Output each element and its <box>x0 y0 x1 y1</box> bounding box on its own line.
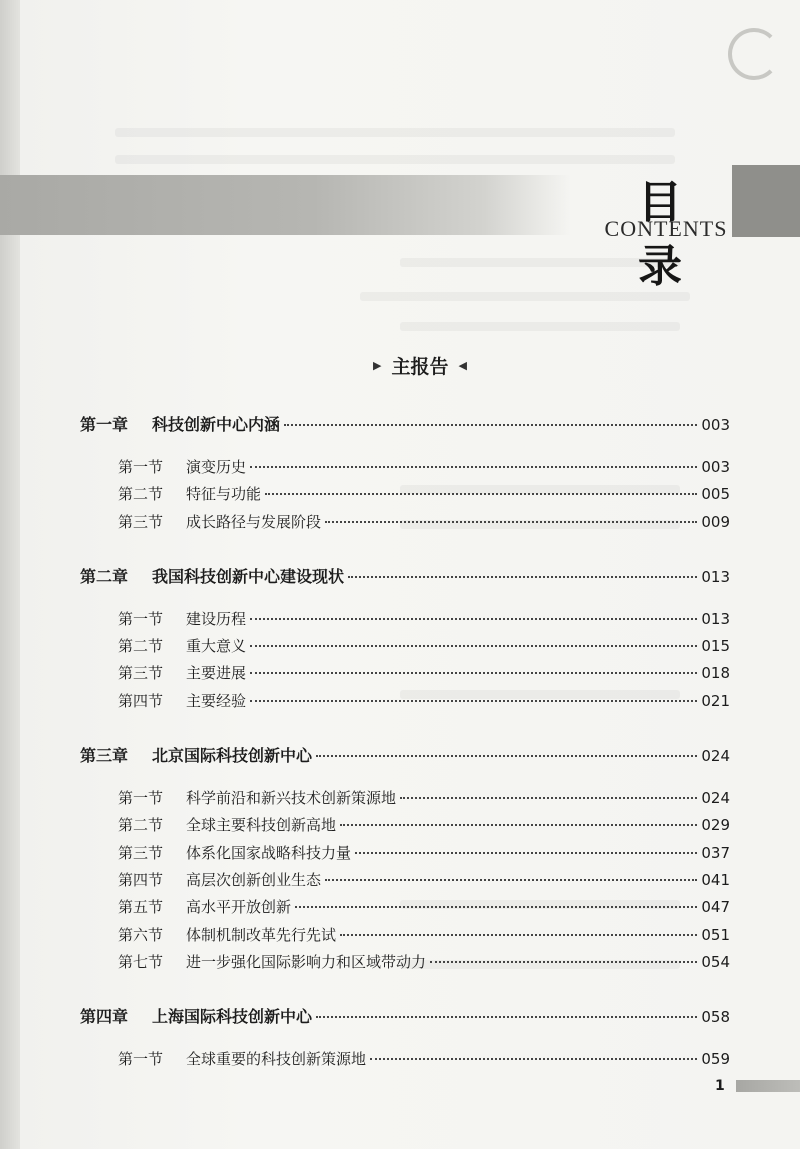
toc-section-entry[interactable] <box>118 690 730 711</box>
entry-page-number: 037 <box>701 844 730 862</box>
right-triangle-icon: ▶ <box>373 358 382 372</box>
entry-number: 第一节 <box>118 610 164 628</box>
toc-chapter-entry[interactable] <box>80 1004 730 1027</box>
entry-label: 全球重要的科技创新策源地 <box>186 1050 367 1068</box>
toc-section-entry[interactable] <box>118 483 730 504</box>
entry-number: 第一节 <box>118 458 164 476</box>
dot-leader <box>316 755 697 757</box>
dot-leader <box>348 576 697 578</box>
dot-leader <box>325 521 697 523</box>
corner-logo-mark <box>728 28 780 80</box>
toc-section-entry[interactable] <box>118 951 730 972</box>
entry-page-number: 054 <box>701 953 730 971</box>
entry-label: 我国科技创新中心建设现状 <box>152 567 345 586</box>
toc-section-entry[interactable] <box>118 635 730 656</box>
entry-label: 建设历程 <box>186 610 247 628</box>
toc-section-entry[interactable] <box>118 814 730 835</box>
entry-number: 第一章 <box>80 415 129 434</box>
dot-leader <box>430 961 697 963</box>
entry-number: 第一节 <box>118 1050 164 1068</box>
entry-label: 特征与功能 <box>186 485 262 503</box>
entry-label: 科技创新中心内涵 <box>152 415 281 434</box>
entry-page-number: 051 <box>701 926 730 944</box>
toc-section-entry[interactable] <box>118 662 730 683</box>
entry-number: 第二章 <box>80 567 129 586</box>
toc-page <box>20 0 800 1149</box>
toc-chapter-entry[interactable] <box>80 743 730 766</box>
entry-label: 主要经验 <box>186 692 247 710</box>
entry-number: 第四节 <box>118 692 164 710</box>
entry-label: 体制机制改革先行先试 <box>186 926 337 944</box>
entry-number: 第三章 <box>80 746 129 765</box>
page-number: 1 <box>715 1078 725 1094</box>
entry-label: 全球主要科技创新高地 <box>186 816 337 834</box>
section-title: 主报告 <box>391 355 449 378</box>
dot-leader <box>265 493 697 495</box>
toc-chapter-entry[interactable] <box>80 412 730 435</box>
entry-page-number: 013 <box>701 568 730 586</box>
dot-leader <box>400 797 697 799</box>
dot-leader <box>370 1058 697 1060</box>
entry-number: 第二节 <box>118 485 164 503</box>
entry-number: 第三节 <box>118 664 164 682</box>
entry-number: 第五节 <box>118 898 164 916</box>
entry-number: 第一节 <box>118 789 164 807</box>
dot-leader <box>355 852 697 854</box>
toc-section-entry[interactable] <box>118 896 730 917</box>
entry-number: 第三节 <box>118 844 164 862</box>
entry-number: 第七节 <box>118 953 164 971</box>
toc-section-entry[interactable] <box>118 869 730 890</box>
entry-label: 成长路径与发展阶段 <box>186 513 322 531</box>
entry-page-number: 003 <box>701 458 730 476</box>
toc-section-entry[interactable] <box>118 1048 730 1069</box>
entry-page-number: 047 <box>701 898 730 916</box>
entry-page-number: 018 <box>701 664 730 682</box>
entry-page-number: 005 <box>701 485 730 503</box>
page-edge <box>0 0 20 1149</box>
page-title: 目 录 <box>638 177 692 292</box>
toc-chapter-entry[interactable] <box>80 564 730 587</box>
entry-page-number: 021 <box>701 692 730 710</box>
dot-leader <box>340 934 697 936</box>
entry-label: 上海国际科技创新中心 <box>152 1007 313 1026</box>
entry-page-number: 029 <box>701 816 730 834</box>
entry-number: 第三节 <box>118 513 164 531</box>
entry-page-number: 003 <box>701 416 730 434</box>
entry-label: 体系化国家战略科技力量 <box>186 844 352 862</box>
entry-label: 主要进展 <box>186 664 247 682</box>
entry-number: 第四章 <box>80 1007 129 1026</box>
entry-page-number: 024 <box>701 789 730 807</box>
entry-label: 重大意义 <box>186 637 247 655</box>
entry-number: 第二节 <box>118 816 164 834</box>
toc-section-entry[interactable] <box>118 924 730 945</box>
entry-label: 北京国际科技创新中心 <box>152 746 313 765</box>
page-subtitle: CONTENTS <box>604 216 728 241</box>
toc-section-entry[interactable] <box>118 787 730 808</box>
dot-leader <box>250 466 697 468</box>
toc-section-entry[interactable] <box>118 456 730 477</box>
toc-section-entry[interactable] <box>118 511 730 532</box>
dot-leader <box>250 618 697 620</box>
entry-number: 第六节 <box>118 926 164 944</box>
dot-leader <box>325 879 697 881</box>
entry-page-number: 015 <box>701 637 730 655</box>
toc-section-entry[interactable] <box>118 842 730 863</box>
dot-leader <box>295 906 697 908</box>
dot-leader <box>316 1016 697 1018</box>
entry-page-number: 024 <box>701 747 730 765</box>
entry-label: 高水平开放创新 <box>186 898 292 916</box>
entry-number: 第二节 <box>118 637 164 655</box>
entry-label: 演变历史 <box>186 458 247 476</box>
entry-number: 第四节 <box>118 871 164 889</box>
entry-page-number: 041 <box>701 871 730 889</box>
entry-page-number: 058 <box>701 1008 730 1026</box>
entry-label: 科学前沿和新兴技术创新策源地 <box>186 789 397 807</box>
left-triangle-icon: ◀ <box>458 358 467 372</box>
header-band <box>0 175 570 235</box>
entry-label: 高层次创新创业生态 <box>186 871 322 889</box>
section-heading <box>340 350 500 380</box>
dot-leader <box>250 700 697 702</box>
entry-page-number: 009 <box>701 513 730 531</box>
entry-page-number: 059 <box>701 1050 730 1068</box>
entry-page-number: 013 <box>701 610 730 628</box>
header-band-right <box>732 165 800 237</box>
entry-label: 进一步强化国际影响力和区域带动力 <box>186 953 427 971</box>
footer-band <box>736 1080 800 1092</box>
dot-leader <box>250 672 697 674</box>
dot-leader <box>340 824 697 826</box>
toc-section-entry[interactable] <box>118 608 730 629</box>
dot-leader <box>284 424 697 426</box>
dot-leader <box>250 645 697 647</box>
